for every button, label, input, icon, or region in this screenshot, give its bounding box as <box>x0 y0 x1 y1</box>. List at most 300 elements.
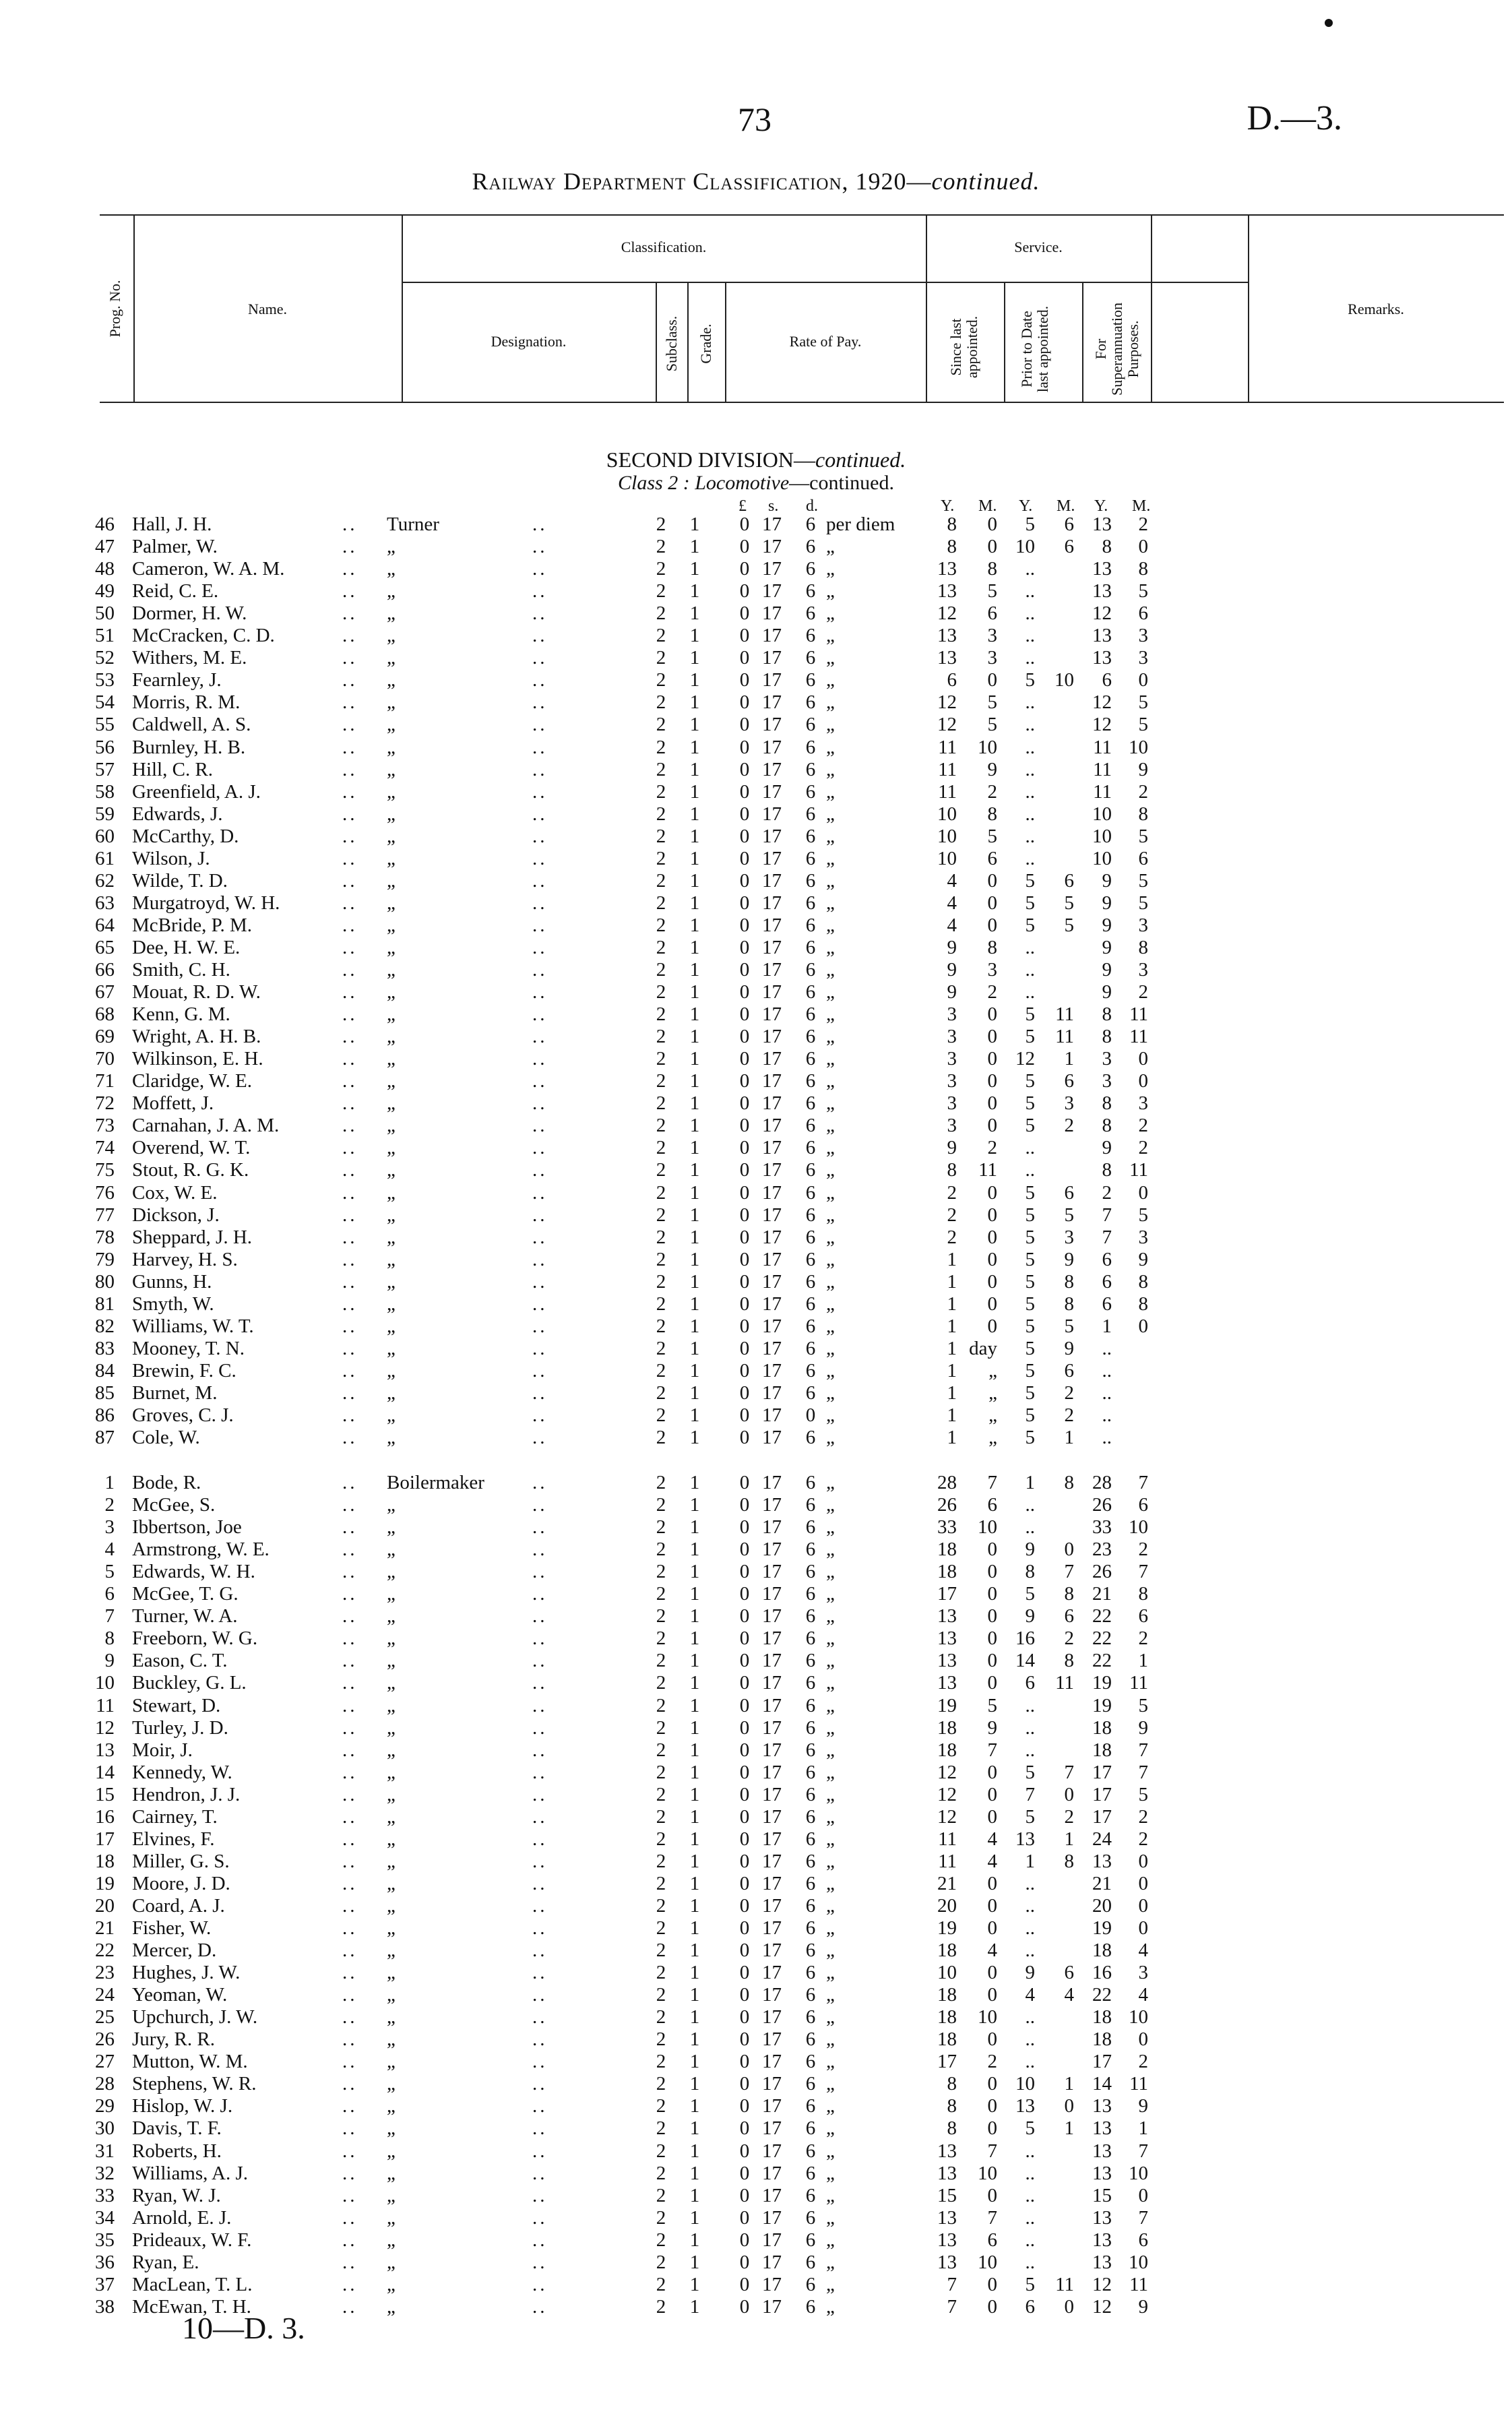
cell-leader: .. <box>532 2095 548 2117</box>
cell-subclass: 2 <box>656 2229 666 2251</box>
cell-super-months: 0 <box>1138 2028 1148 2051</box>
cell-prog-no: 84 <box>95 1359 115 1382</box>
cell-per: „ <box>826 1917 835 1939</box>
cell-pounds: 0 <box>739 1805 750 1828</box>
cell-shillings: 17 <box>762 1627 782 1650</box>
cell-super-months: 9 <box>1138 2295 1148 2318</box>
cell-grade: 1 <box>689 1181 700 1204</box>
cell-designation: „ <box>387 1026 396 1048</box>
cell-leader: .. <box>342 1761 358 1783</box>
cell-since-months: 0 <box>987 514 997 535</box>
cell-prog-no: 12 <box>95 1716 115 1739</box>
cell-per: „ <box>826 914 835 936</box>
cell-super-months: 11 <box>1129 1026 1148 1048</box>
cell-pounds: 0 <box>739 1472 750 1493</box>
cell-name: Reid, C. E. <box>132 580 219 602</box>
cell-name: Jury, R. R. <box>132 2028 215 2051</box>
cell-super-months: 2 <box>1138 1805 1148 1828</box>
cell-per: „ <box>826 691 835 714</box>
cell-since-years: 11 <box>938 780 957 803</box>
cell-subclass: 2 <box>656 2206 666 2229</box>
cell-super-years: 13 <box>1092 558 1112 580</box>
cell-prog-no: 23 <box>95 1962 115 1984</box>
cell-shillings: 17 <box>762 1650 782 1672</box>
cell-super-months: 5 <box>1138 869 1148 892</box>
cell-pounds: 0 <box>739 1359 750 1382</box>
cell-leader: .. <box>532 1872 548 1894</box>
cell-pence: 6 <box>805 914 816 936</box>
cell-per: „ <box>826 1181 835 1204</box>
cell-grade: 1 <box>689 691 700 714</box>
cell-since-years: 12 <box>937 602 957 625</box>
cell-pence: 6 <box>805 2073 816 2095</box>
cell-shillings: 17 <box>762 1894 782 1917</box>
cell-pence: 6 <box>805 1293 816 1315</box>
cell-leader: .. <box>532 1115 548 1137</box>
cell-prog-no: 5 <box>104 1561 115 1583</box>
cell-pence: 6 <box>805 1472 816 1493</box>
cell-designation: „ <box>387 2273 396 2295</box>
cell-pence: 6 <box>805 2006 816 2028</box>
cell-since-years: 12 <box>937 714 957 736</box>
cell-super-years: 2 <box>1102 1181 1112 1204</box>
cell-prior-years: .. <box>1025 847 1035 869</box>
cell-prog-no: 11 <box>96 1694 115 1716</box>
cell-pence: 6 <box>805 1003 816 1026</box>
cell-pence: 6 <box>805 1270 816 1293</box>
cell-per: „ <box>826 1561 835 1583</box>
cell-name: Davis, T. F. <box>132 2117 222 2140</box>
cell-super-years: 8 <box>1102 1003 1112 1026</box>
cell-per: „ <box>826 2273 835 2295</box>
cell-grade: 1 <box>689 2117 700 2140</box>
cell-super-months: 3 <box>1138 1226 1148 1248</box>
cell-pounds: 0 <box>739 869 750 892</box>
cell-super-months: 0 <box>1138 1894 1148 1917</box>
cell-prior-months: 7 <box>1064 1761 1074 1783</box>
cell-leader: .. <box>532 1248 548 1270</box>
cell-per: „ <box>826 1516 835 1539</box>
cell-super-years: 28 <box>1092 1472 1112 1493</box>
cell-leader: .. <box>532 981 548 1003</box>
cell-prior-years: 5 <box>1025 1337 1035 1359</box>
cell-leader: .. <box>342 1894 358 1917</box>
cell-leader: .. <box>342 1516 358 1539</box>
cell-per: „ <box>826 2073 835 2095</box>
cell-pounds: 0 <box>739 1248 750 1270</box>
cell-since-years: 1 <box>947 1270 957 1293</box>
cell-leader: .. <box>342 1694 358 1716</box>
cell-shillings: 17 <box>762 1070 782 1092</box>
cell-since-years: 1 <box>947 1293 957 1315</box>
cell-per: „ <box>826 1539 835 1561</box>
cell-grade: 1 <box>689 514 700 535</box>
cell-pounds: 0 <box>739 2295 750 2318</box>
cell-pence: 6 <box>805 869 816 892</box>
cell-since-months: 0 <box>987 1894 997 1917</box>
cell-since-months: 0 <box>987 1805 997 1828</box>
cell-prog-no: 36 <box>95 2251 115 2273</box>
cell-since-months: 0 <box>987 1048 997 1070</box>
cell-prior-months: 8 <box>1064 1293 1074 1315</box>
cell-pounds: 0 <box>739 2006 750 2028</box>
cell-leader: .. <box>532 514 548 535</box>
cell-leader: .. <box>532 1026 548 1048</box>
cell-leader: .. <box>342 514 358 535</box>
cell-super-months: 8 <box>1138 803 1148 825</box>
cell-since-years: 1 <box>947 1248 957 1270</box>
cell-pence: 6 <box>805 1382 816 1404</box>
cell-super-months: 11 <box>1129 2273 1148 2295</box>
cell-leader: .. <box>342 869 358 892</box>
cell-leader: .. <box>342 1539 358 1561</box>
cell-per: „ <box>826 1003 835 1026</box>
cell-leader: .. <box>532 1315 548 1337</box>
cell-super-months: 2 <box>1138 780 1148 803</box>
col-prior-to-date: Prior to Date last appointed. <box>1018 305 1051 393</box>
cell-per: „ <box>826 647 835 669</box>
cell-pounds: 0 <box>739 2117 750 2140</box>
cell-leader: .. <box>532 1048 548 1070</box>
cell-shillings: 17 <box>762 669 782 691</box>
cell-name: Kennedy, W. <box>132 1761 232 1783</box>
cell-subclass: 2 <box>656 1984 666 2006</box>
cell-subclass: 2 <box>656 2184 666 2206</box>
cell-leader: .. <box>342 2028 358 2051</box>
cell-pence: 6 <box>805 2295 816 2318</box>
cell-super-months: 0 <box>1138 1872 1148 1894</box>
cell-grade: 1 <box>689 1583 700 1605</box>
cell-super-months: 6 <box>1138 847 1148 869</box>
cell-shillings: 17 <box>762 825 782 847</box>
cell-grade: 1 <box>689 1494 700 1516</box>
cell-per: „ <box>826 669 835 691</box>
cell-leader: .. <box>342 647 358 669</box>
cell-subclass: 2 <box>656 625 666 647</box>
cell-name: Stephens, W. R. <box>132 2073 257 2095</box>
cell-since-months: 0 <box>987 2184 997 2206</box>
cell-name: Williams, W. T. <box>132 1315 254 1337</box>
cell-grade: 1 <box>689 1359 700 1382</box>
cell-shillings: 17 <box>762 847 782 869</box>
cell-leader: .. <box>532 580 548 602</box>
cell-prog-no: 68 <box>95 1003 115 1026</box>
cell-leader: .. <box>342 1427 358 1449</box>
cell-super-months: 0 <box>1138 1850 1148 1872</box>
cell-designation: „ <box>387 869 396 892</box>
cell-shillings: 17 <box>762 1472 782 1493</box>
cell-prior-years: 5 <box>1025 1026 1035 1048</box>
cell-super-months: 9 <box>1138 2095 1148 2117</box>
cell-prior-years: 5 <box>1025 2273 1035 2295</box>
cell-prior-years: 5 <box>1025 1003 1035 1026</box>
cell-pounds: 0 <box>739 1783 750 1805</box>
cell-prior-months: 3 <box>1064 1092 1074 1115</box>
cell-since-years: 9 <box>947 1137 957 1159</box>
cell-super-months: 3 <box>1138 959 1148 981</box>
cell-since-months: 0 <box>987 2295 997 2318</box>
cell-super-months: 2 <box>1138 981 1148 1003</box>
cell-shillings: 17 <box>762 1226 782 1248</box>
cell-since-months: 10 <box>978 2251 997 2273</box>
cell-leader: .. <box>532 625 548 647</box>
cell-super-years: 12 <box>1092 2273 1112 2295</box>
cell-prior-years: 5 <box>1025 892 1035 914</box>
cell-designation: „ <box>387 1115 396 1137</box>
cell-super-years: 18 <box>1092 1940 1112 1962</box>
cell-since-years: 4 <box>947 892 957 914</box>
cell-since-months: 10 <box>978 2162 997 2184</box>
cell-super-months: 11 <box>1129 1003 1148 1026</box>
cell-prior-years: 5 <box>1025 1404 1035 1426</box>
cell-pence: 6 <box>805 1226 816 1248</box>
cell-grade: 1 <box>689 1337 700 1359</box>
cell-pounds: 0 <box>739 981 750 1003</box>
cell-prior-years: 5 <box>1025 1805 1035 1828</box>
cell-super-years: 3 <box>1102 1048 1112 1070</box>
cell-leader: .. <box>342 691 358 714</box>
cell-shillings: 17 <box>762 691 782 714</box>
cell-prior-years: 5 <box>1025 1583 1035 1605</box>
cell-designation: „ <box>387 2117 396 2140</box>
cell-prior-years: 6 <box>1025 2295 1035 2318</box>
cell-pence: 6 <box>805 669 816 691</box>
cell-name: Bode, R. <box>132 1472 201 1493</box>
cell-designation: „ <box>387 780 396 803</box>
cell-leader: .. <box>342 1805 358 1828</box>
cell-since-years: 2 <box>947 1226 957 1248</box>
cell-subclass: 2 <box>656 1917 666 1939</box>
cell-grade: 1 <box>689 1539 700 1561</box>
cell-leader: .. <box>532 1583 548 1605</box>
cell-name: Carnahan, J. A. M. <box>132 1115 280 1137</box>
cell-pounds: 0 <box>739 1159 750 1181</box>
cell-super-months: 5 <box>1138 580 1148 602</box>
cell-prior-years: .. <box>1025 780 1035 803</box>
cell-per: „ <box>826 1850 835 1872</box>
cell-prior-years: .. <box>1025 2051 1035 2073</box>
cell-super-months: 0 <box>1138 536 1148 558</box>
cell-shillings: 17 <box>762 1940 782 1962</box>
cell-super-months: 2 <box>1138 1115 1148 1137</box>
cell-shillings: 17 <box>762 580 782 602</box>
cell-leader: .. <box>342 1137 358 1159</box>
cell-prior-years: .. <box>1025 758 1035 780</box>
cell-pence: 6 <box>805 1917 816 1939</box>
cell-prior-months: 7 <box>1064 1561 1074 1583</box>
cell-designation: „ <box>387 647 396 669</box>
cell-shillings: 17 <box>762 1761 782 1783</box>
cell-grade: 1 <box>689 2095 700 2117</box>
cell-prior-months: 11 <box>1055 1003 1074 1026</box>
cell-since-months: 0 <box>987 1872 997 1894</box>
cell-leader: .. <box>532 669 548 691</box>
cell-since-years: 28 <box>937 1472 957 1493</box>
cell-prog-no: 17 <box>95 1828 115 1850</box>
cell-super-months: 0 <box>1138 2184 1148 2206</box>
cell-pence: 6 <box>805 1315 816 1337</box>
cell-pounds: 0 <box>739 1984 750 2006</box>
cell-since-months: 0 <box>987 2095 997 2117</box>
cell-leader: .. <box>532 780 548 803</box>
cell-since-years: 1 <box>947 1359 957 1382</box>
cell-prog-no: 72 <box>95 1092 115 1115</box>
cell-subclass: 2 <box>656 803 666 825</box>
cell-since-months: 6 <box>987 602 997 625</box>
cell-leader: .. <box>532 2273 548 2295</box>
cell-subclass: 2 <box>656 981 666 1003</box>
cell-since-years: 3 <box>947 1070 957 1092</box>
cell-leader: .. <box>342 1382 358 1404</box>
cell-since-years: 18 <box>937 1940 957 1962</box>
cell-pence: 6 <box>805 2229 816 2251</box>
cell-leader: .. <box>342 2140 358 2162</box>
cell-subclass: 2 <box>656 2073 666 2095</box>
cell-since-months: 4 <box>987 1828 997 1850</box>
cell-since-years: 12 <box>937 1783 957 1805</box>
cell-per: „ <box>826 1650 835 1672</box>
cell-pounds: 0 <box>739 1672 750 1694</box>
cell-leader: .. <box>342 1159 358 1181</box>
cell-grade: 1 <box>689 1472 700 1493</box>
cell-super-years: 19 <box>1092 1672 1112 1694</box>
cell-name: Ibbertson, Joe <box>132 1516 242 1539</box>
cell-prior-years: .. <box>1025 714 1035 736</box>
cell-prior-years: .. <box>1025 803 1035 825</box>
cell-super-years: 10 <box>1092 803 1112 825</box>
cell-since-years: 21 <box>937 1872 957 1894</box>
cell-subclass: 2 <box>656 514 666 535</box>
cell-pence: 6 <box>805 1761 816 1783</box>
cell-per: „ <box>826 2229 835 2251</box>
cell-subclass: 2 <box>656 1159 666 1181</box>
cell-prior-months: 1 <box>1064 1048 1074 1070</box>
cell-leader: .. <box>342 2117 358 2140</box>
cell-pounds: 0 <box>739 1583 750 1605</box>
cell-per: „ <box>826 2095 835 2117</box>
cell-since-months: 9 <box>987 758 997 780</box>
cell-name: McGee, S. <box>132 1494 216 1516</box>
cell-name: Morris, R. M. <box>132 691 241 714</box>
cell-since-years: 6 <box>947 669 957 691</box>
cell-prog-no: 46 <box>95 514 115 535</box>
cell-super-years: 12 <box>1092 691 1112 714</box>
cell-prior-months: 1 <box>1064 2117 1074 2140</box>
cell-shillings: 17 <box>762 959 782 981</box>
cell-prog-no: 3 <box>104 1516 115 1539</box>
cell-designation: „ <box>387 2006 396 2028</box>
cell-designation: „ <box>387 1605 396 1627</box>
cell-leader: .. <box>342 1404 358 1426</box>
cell-per: „ <box>826 2184 835 2206</box>
cell-since-months: 7 <box>987 2206 997 2229</box>
cell-prior-years: .. <box>1025 2006 1035 2028</box>
cell-pence: 6 <box>805 2162 816 2184</box>
cell-since-months: „ <box>988 1404 997 1426</box>
cell-grade: 1 <box>689 1605 700 1627</box>
cell-pence: 6 <box>805 825 816 847</box>
cell-super-years: 7 <box>1102 1204 1112 1226</box>
cell-shillings: 17 <box>762 981 782 1003</box>
cell-grade: 1 <box>689 2051 700 2073</box>
cell-pounds: 0 <box>739 1293 750 1315</box>
cell-name: Mercer, D. <box>132 1940 217 1962</box>
cell-since-months: 2 <box>987 780 997 803</box>
cell-name: Edwards, W. H. <box>132 1561 255 1583</box>
cell-leader: .. <box>342 1583 358 1605</box>
cell-super-years: 18 <box>1092 1739 1112 1761</box>
cell-super-years: 11 <box>1093 758 1112 780</box>
cell-shillings: 17 <box>762 1293 782 1315</box>
cell-super-years: 26 <box>1092 1561 1112 1583</box>
cell-since-months: 8 <box>987 803 997 825</box>
cell-super-years: .. <box>1102 1359 1112 1382</box>
cell-designation: „ <box>387 1159 396 1181</box>
cell-leader: .. <box>342 2073 358 2095</box>
cell-shillings: 17 <box>762 1270 782 1293</box>
cell-name: Arnold, E. J. <box>132 2206 232 2229</box>
cell-pence: 6 <box>805 1984 816 2006</box>
cell-prog-no: 26 <box>95 2028 115 2051</box>
cell-since-months: 5 <box>987 714 997 736</box>
cell-per: „ <box>826 981 835 1003</box>
cell-designation: Boilermaker <box>387 1472 484 1493</box>
cell-per: „ <box>826 736 835 758</box>
cell-leader: .. <box>532 1716 548 1739</box>
cell-since-months: 0 <box>987 1293 997 1315</box>
cell-super-months: 4 <box>1138 1940 1148 1962</box>
cell-per: „ <box>826 1761 835 1783</box>
cell-prior-months: 8 <box>1064 1472 1074 1493</box>
cell-pounds: 0 <box>739 1739 750 1761</box>
cell-leader: .. <box>532 2251 548 2273</box>
cell-per: „ <box>826 2006 835 2028</box>
cell-leader: .. <box>342 1115 358 1137</box>
cell-pence: 6 <box>805 1539 816 1561</box>
cell-super-months: 7 <box>1138 1739 1148 1761</box>
cell-super-years: 6 <box>1102 1270 1112 1293</box>
cell-grade: 1 <box>689 1672 700 1694</box>
cell-leader: .. <box>532 1159 548 1181</box>
cell-pounds: 0 <box>739 1070 750 1092</box>
cell-designation: „ <box>387 2295 396 2318</box>
cell-super-years: 23 <box>1092 1539 1112 1561</box>
cell-grade: 1 <box>689 625 700 647</box>
cell-pence: 6 <box>805 1962 816 1984</box>
cell-grade: 1 <box>689 2028 700 2051</box>
cell-pounds: 0 <box>739 1716 750 1739</box>
cell-super-months: 11 <box>1129 1159 1148 1181</box>
cell-grade: 1 <box>689 2251 700 2273</box>
cell-leader: .. <box>532 1137 548 1159</box>
cell-grade: 1 <box>689 1248 700 1270</box>
cell-prior-months: 1 <box>1064 1427 1074 1449</box>
cell-pence: 6 <box>805 647 816 669</box>
cell-pence: 6 <box>805 1716 816 1739</box>
cell-pounds: 0 <box>739 847 750 869</box>
cell-prior-months: 0 <box>1064 1539 1074 1561</box>
cell-name: Elvines, F. <box>132 1828 215 1850</box>
cell-super-years: 9 <box>1102 892 1112 914</box>
cell-per: „ <box>826 2117 835 2140</box>
cell-per: „ <box>826 1962 835 1984</box>
cell-leader: .. <box>532 558 548 580</box>
cell-since-months: 7 <box>987 1739 997 1761</box>
cell-since-months: 11 <box>978 1159 997 1181</box>
cell-subclass: 2 <box>656 2095 666 2117</box>
cell-pounds: 0 <box>739 1048 750 1070</box>
cell-prior-years: .. <box>1025 625 1035 647</box>
